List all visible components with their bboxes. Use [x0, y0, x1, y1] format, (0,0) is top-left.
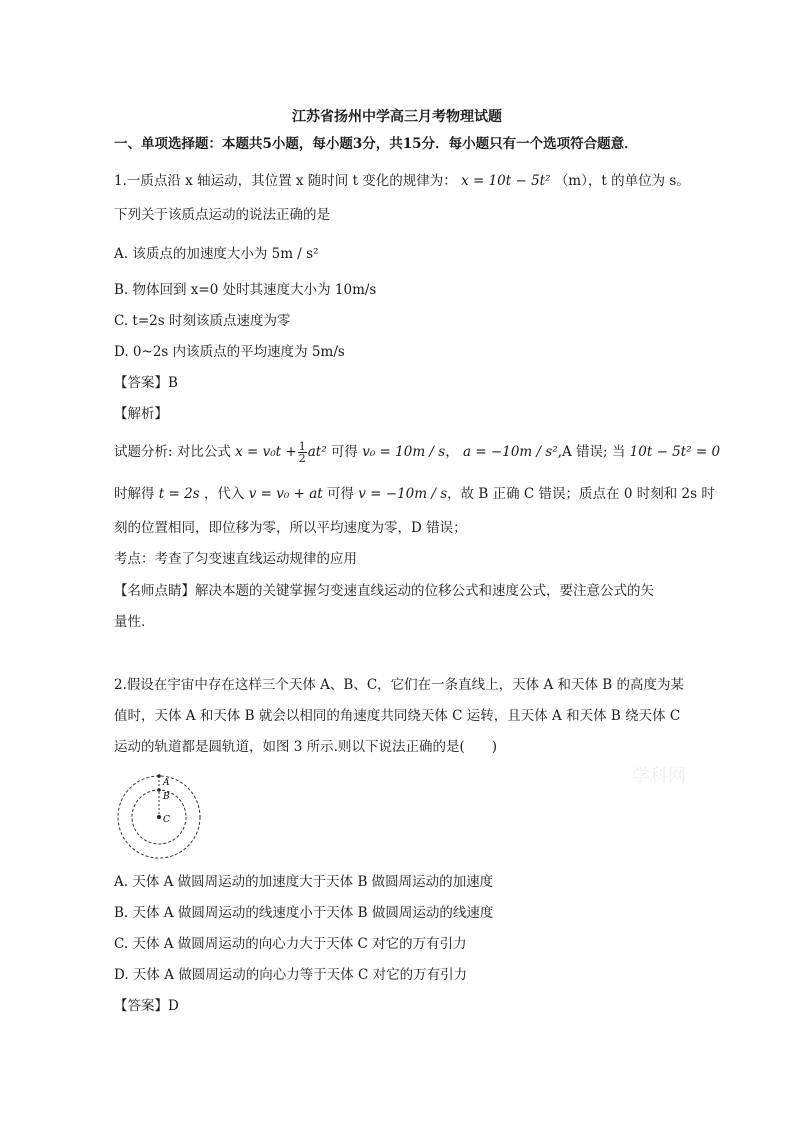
page-title: 江苏省扬州中学高三月考物理试题	[292, 109, 502, 125]
analysis-text: 可得	[326, 486, 354, 502]
body-a-dot	[157, 774, 161, 778]
q2-answer: 【答案】D	[114, 998, 179, 1014]
fraction	[298, 441, 307, 464]
formula-v: v = v₀ + at	[248, 486, 323, 502]
q1-option-a: A. 该质点的加速度大小为 5m / s²	[114, 246, 319, 262]
analysis-text: ，	[445, 444, 459, 460]
label-a: A	[163, 778, 170, 788]
formula-eq: 10t − 5t² = 0	[629, 444, 721, 460]
q1-analysis-line-2	[114, 485, 715, 503]
q1-stem-unit: （m），t 的单位为 s。	[554, 173, 690, 189]
q2-stem-2: 值时，天体 A 和天体 B 就会以相同的角速度共同绕天体 C 运转，且天体 A 和天体 B 绕天体 C	[114, 708, 681, 724]
q1-analysis-line-1	[114, 441, 720, 464]
analysis-text: ,A 错误; 当	[557, 444, 626, 460]
q2-stem-1: 2.假设在宇宙中存在这样三个天体 A、B、C，它们在一条直线上，天体 A 和天体 B 的高度为某	[114, 677, 685, 693]
analysis-text: 时解得	[114, 486, 155, 502]
orbit-figure	[112, 772, 202, 862]
q2-option-a: A. 天体 A 做圆周运动的加速度大于天体 B 做圆周运动的加速度	[114, 874, 494, 890]
q1-formula: x = 10t − 5t²	[461, 173, 551, 189]
q2-option-d: D. 天体 A 做圆周运动的向心力等于天体 C 对它的万有引力	[114, 967, 468, 983]
analysis-text: ，代入	[203, 486, 245, 502]
q1-teacher-note-2: 量性．	[114, 614, 155, 630]
formula-part: x = v₀t +	[235, 444, 297, 460]
q1-option-c: C. t=2s 时刻该质点速度为零	[114, 313, 291, 329]
q1-analysis-label: 【解析】	[114, 406, 168, 422]
formula-acc: a = −10m / s²	[462, 444, 558, 460]
label-c: C	[163, 815, 170, 825]
formula-v2: v = −10m / s	[358, 486, 448, 502]
fraction-numerator: 1	[298, 440, 306, 453]
label-b: B	[163, 792, 170, 802]
q1-stem	[114, 172, 690, 190]
formula-part: at²	[307, 444, 327, 460]
q1-stem-text: 1.一质点沿 x 轴运动，其位置 x 随时间 t 变化的规律为：	[114, 173, 457, 189]
analysis-text: 试题分析: 对比公式	[114, 444, 231, 460]
q1-answer: 【答案】B	[114, 375, 178, 391]
section-heading: 一、单项选择题：本题共5小题，每小题3分，共15分．每小题只有一个选项符合题意．	[114, 136, 638, 152]
q1-option-d: D. 0~2s 内该质点的平均速度为 5m/s	[114, 344, 345, 360]
q2-option-c: C. 天体 A 做圆周运动的向心力大于天体 C 对它的万有引力	[114, 936, 467, 952]
analysis-text: 可得	[330, 444, 358, 460]
q2-option-b: B. 天体 A 做圆周运动的线速度小于天体 B 做圆周运动的线速度	[114, 905, 494, 921]
formula-t: t = 2s	[158, 486, 200, 502]
q1-teacher-note-1: 【名师点睛】解决本题的关键掌握匀变速直线运动的位移公式和速度公式，要注意公式的矢	[114, 583, 654, 599]
body-c-dot	[157, 815, 161, 819]
analysis-text: ，故 B 正确 C 错误；质点在 0 时刻和 2s 时	[447, 486, 715, 502]
q1-analysis-line-3: 刻的位置相同，即位移为零，所以平均速度为零，D 错误；	[114, 520, 467, 536]
watermark: 学科网	[632, 766, 686, 787]
q1-option-b: B. 物体回到 x=0 处时其速度大小为 10m/s	[114, 282, 377, 298]
body-b-dot	[157, 788, 161, 792]
q1-key-point: 考点：考查了匀变速直线运动规律的应用	[114, 551, 357, 567]
fraction-denominator: 2	[298, 452, 306, 465]
q1-stem-2: 下列关于该质点运动的说法正确的是	[114, 207, 330, 223]
formula-v0: v₀ = 10m / s	[362, 444, 446, 460]
q2-stem-3: 运动的轨道都是圆轨道，如图 3 所示.则以下说法正确的是( )	[114, 739, 497, 755]
